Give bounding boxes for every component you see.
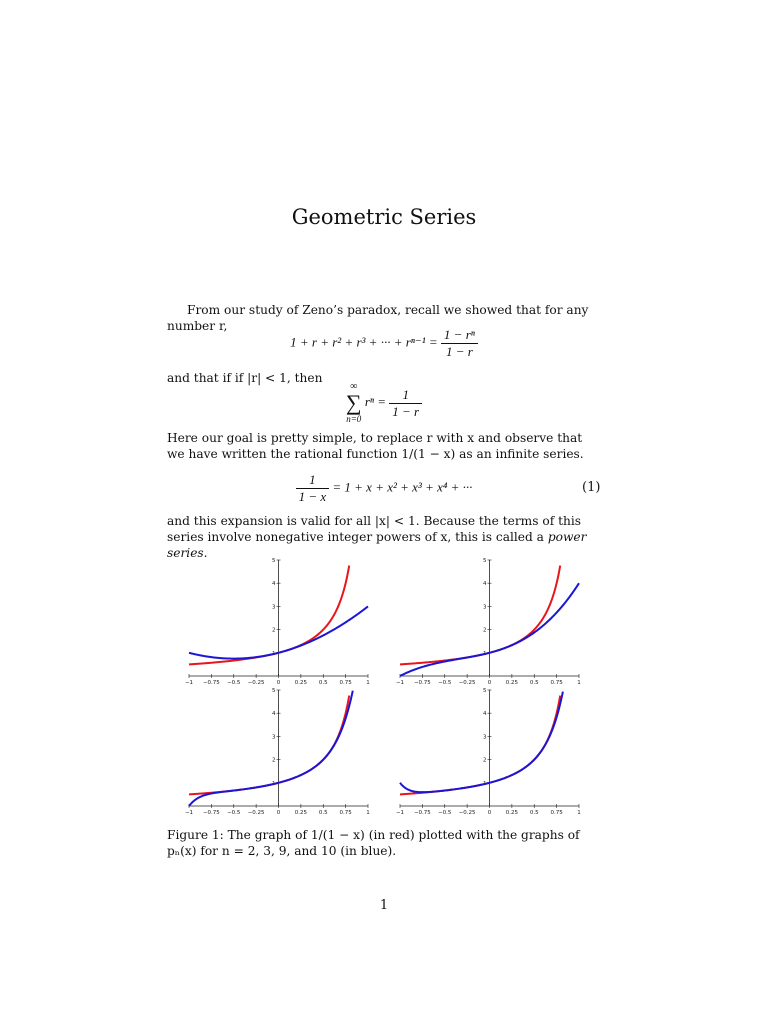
- y-tick-label: 3: [483, 734, 487, 741]
- x-tick-label: −1: [184, 680, 194, 686]
- x-tick-label: 0.5: [318, 680, 328, 686]
- equation-1-label: (1): [582, 480, 601, 495]
- y-tick-label: 3: [272, 604, 276, 611]
- x-tick-label: 1: [577, 680, 581, 686]
- x-tick-label: 0: [276, 810, 281, 816]
- validity-paragraph: [167, 513, 599, 561]
- sum-lower-limit: n=0: [346, 414, 362, 424]
- plot-n2: [186, 556, 372, 688]
- y-tick-label: 3: [483, 604, 487, 611]
- x-tick-label: −0.25: [458, 810, 476, 816]
- x-tick-label: 0.25: [294, 810, 307, 816]
- x-tick-label: 0.75: [550, 810, 563, 816]
- y-tick-label: 1: [483, 650, 487, 657]
- x-tick-label: −0.5: [438, 810, 452, 816]
- x-tick-label: −0.5: [438, 680, 452, 686]
- eq1-rhs: = 1 + x + x² + x³ + x⁴ + ···: [332, 479, 473, 495]
- finite-sum-denominator: 1 − r: [445, 344, 473, 359]
- finite-sum-numerator: 1 − rⁿ: [441, 327, 478, 344]
- x-tick-label: 0.5: [529, 810, 539, 816]
- plot-n10: [397, 686, 583, 818]
- y-tick-label: 1: [272, 650, 276, 657]
- x-tick-label: 0: [487, 680, 492, 686]
- y-tick-label: 4: [483, 581, 487, 588]
- x-tick-label: 1: [366, 810, 370, 816]
- document-title: Geometric Series: [291, 205, 477, 229]
- validity-text: and this expansion is valid for all |x| < 1. Because the terms of this series involve nonegative integer powers of x, this is called a: [167, 514, 581, 544]
- x-tick-label: −1: [184, 810, 194, 816]
- x-tick-label: −0.75: [413, 810, 431, 816]
- sigma-block: [346, 381, 362, 425]
- equation-1: [0, 472, 768, 505]
- y-tick-label: 1: [483, 780, 487, 787]
- power-series-term: power series: [167, 530, 587, 560]
- y-tick-label: 2: [272, 627, 276, 634]
- figure-caption: Figure 1: The graph of 1/(1 − x) (in red) plotted with the graphs of pₙ(x) for n = 2, 3, 9, and 10 (in blue).: [167, 828, 580, 858]
- infinite-sum-equation: [0, 381, 768, 425]
- page-number: 1: [379, 898, 389, 913]
- eq1-fraction: [296, 472, 330, 505]
- x-tick-label: −0.5: [227, 810, 241, 816]
- series-line-blue: [400, 692, 563, 793]
- sum-numerator: 1: [389, 387, 422, 404]
- y-tick-label: 1: [272, 780, 276, 787]
- eq1-numerator: 1: [296, 472, 330, 489]
- x-tick-label: 0.25: [505, 810, 518, 816]
- y-tick-label: 5: [272, 688, 276, 694]
- y-tick-label: 2: [483, 627, 487, 634]
- series-line-blue: [189, 691, 353, 806]
- validity-end: .: [203, 546, 208, 560]
- y-tick-label: 2: [483, 757, 487, 764]
- x-tick-label: −0.5: [227, 680, 241, 686]
- y-tick-label: 4: [272, 711, 276, 718]
- x-tick-label: 0.5: [529, 680, 539, 686]
- x-tick-label: 0.25: [294, 680, 307, 686]
- plot-n9: [186, 686, 372, 818]
- x-tick-label: −0.75: [202, 680, 220, 686]
- x-tick-label: 1: [577, 810, 581, 816]
- finite-sum-lhs: 1 + r + r² + r³ + ··· + rⁿ⁻¹ =: [290, 334, 438, 350]
- x-tick-label: 0.25: [505, 680, 518, 686]
- x-tick-label: 0.75: [550, 680, 563, 686]
- sum-denominator: 1 − r: [392, 403, 420, 419]
- finite-sum-fraction: [441, 327, 478, 360]
- y-tick-label: 4: [272, 581, 276, 588]
- y-tick-label: 4: [483, 711, 487, 718]
- y-tick-label: 3: [272, 734, 276, 741]
- x-tick-label: 0: [276, 680, 281, 686]
- eq1-denominator: 1 − x: [298, 489, 327, 504]
- x-tick-label: −0.25: [458, 680, 476, 686]
- y-tick-label: 5: [483, 688, 487, 694]
- sum-upper-limit: ∞: [350, 381, 358, 392]
- sigma-symbol: ∑: [345, 390, 362, 415]
- x-tick-label: −0.25: [247, 680, 265, 686]
- x-tick-label: 0.75: [339, 810, 352, 816]
- plot-n3: [397, 556, 583, 688]
- x-tick-label: −1: [395, 680, 405, 686]
- series-line-red: [400, 566, 560, 665]
- sum-fraction: [389, 387, 422, 420]
- x-tick-label: 0.75: [339, 680, 352, 686]
- x-tick-label: 0.5: [318, 810, 328, 816]
- y-tick-label: 5: [272, 558, 276, 564]
- x-tick-label: 0: [487, 810, 492, 816]
- condition-paragraph: and that if if |r| < 1, then: [167, 371, 323, 385]
- x-tick-label: −0.25: [247, 810, 265, 816]
- intro-paragraph: From our study of Zeno’s paradox, recall we showed that for any number r,: [167, 303, 589, 333]
- y-tick-label: 5: [483, 558, 487, 564]
- x-tick-label: −0.75: [202, 810, 220, 816]
- x-tick-label: −0.75: [413, 680, 431, 686]
- finite-sum-equation: [0, 327, 768, 360]
- series-line-red: [189, 566, 349, 665]
- y-tick-label: 2: [272, 757, 276, 764]
- x-tick-label: 1: [366, 680, 370, 686]
- series-line-red: [189, 696, 349, 795]
- x-tick-label: −1: [395, 810, 405, 816]
- sum-term: rⁿ =: [364, 393, 387, 409]
- goal-paragraph: Here our goal is pretty simple, to replace r with x and observe that we have written the rational function 1/(1 − x) as an infinite series.: [167, 431, 584, 461]
- series-line-red: [400, 696, 560, 795]
